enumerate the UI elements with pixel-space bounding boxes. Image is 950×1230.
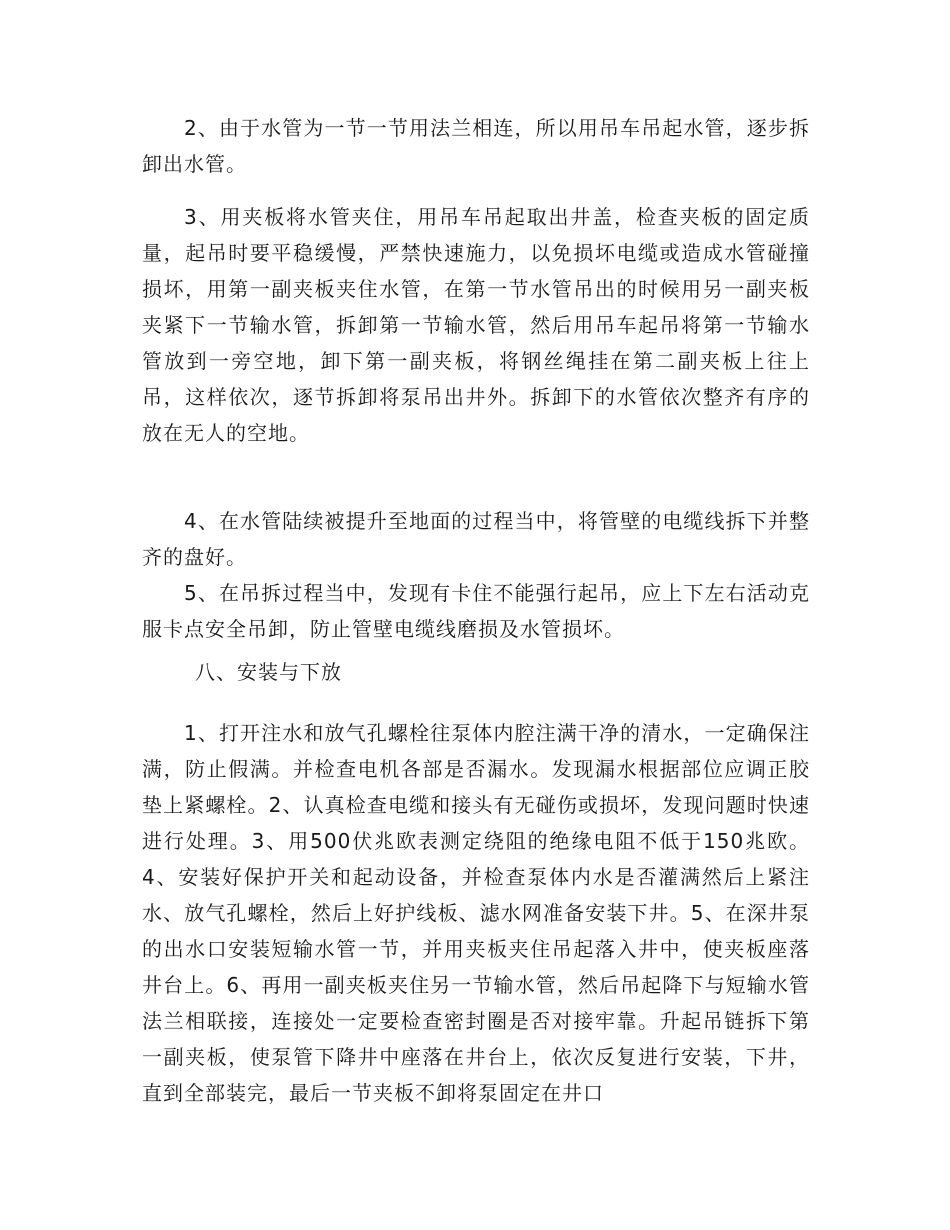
- paragraph-step-4: 4、在水管陆续被提升至地面的过程当中，将管壁的电缆线拆下并整齐的盘好。: [142, 509, 810, 569]
- paragraph-installation: 1、打开注水和放气孔螺栓往泵体内腔注满干净的清水，一定确保注满，防止假满。并检查电机各部是否漏水。发现漏水根据部位应调正胶垫上紧螺栓。2、认真检查电缆和接头有无碰伤或损坏，发现问题时快速进行处理。3、用500伏兆欧表测定绕阻的绝缘电阻不低于150兆欧。4、安装好保护开关和起动设备，并检查泵体内水是否灌满然后上紧注水、放气孔螺栓，然后上好护线板、滤水网准备安装下井。5、在深井泵的出水口安装短输水管一节，并用夹板夹住吊起落入井中，使夹板座落井台上。6、再用一副夹板夹住另一节输水管，然后吊起降下与短输水管法兰相联接，连接处一定要检查密封圈是否对接牢靠。升起吊链拆下第一副夹板，使泵管下降井中座落在井台上，依次反复进行安装，下井，直到全部装完，最后一节夹板不卸将泵固定在井口: [142, 721, 810, 1105]
- paragraph-step-3: 3、用夹板将水管夹住，用吊车吊起取出井盖，检查夹板的固定质量，起吊时要平稳缓慢，严禁快速施力，以免损坏电缆或造成水管碰撞损坏，用第一副夹板夹住水管，在第一节水管吊出的时候用另一副夹板夹紧下一节输水管，拆卸第一节输水管，然后用吊车起吊将第一节输水管放到一旁空地，卸下第一副夹板，将钢丝绳挂在第二副夹板上往上吊，这样依次，逐节拆卸将泵吊出井外。拆卸下的水管依次整齐有序的放在无人的空地。: [142, 205, 810, 445]
- paragraph-step-2: 2、由于水管为一节一节用法兰相连，所以用吊车吊起水管，逐步拆卸出水管。: [142, 116, 810, 176]
- paragraph-step-5: 5、在吊拆过程当中，发现有卡住不能强行起吊，应上下左右活动克服卡点安全吊卸，防止管壁电缆线磨损及水管损坏。: [142, 581, 810, 641]
- section-heading: 八、安装与下放: [195, 660, 342, 684]
